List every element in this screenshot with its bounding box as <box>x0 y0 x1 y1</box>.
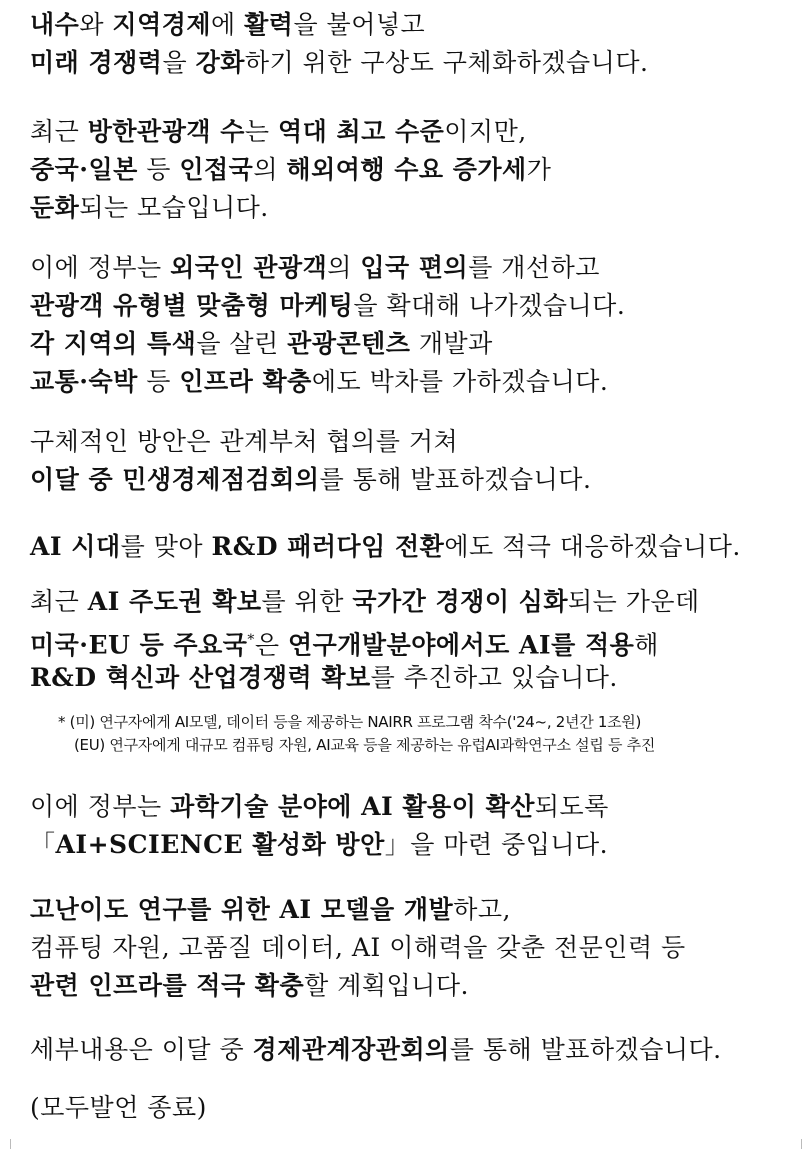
text-run: 하기 위한 구상도 구체화하겠습니다. <box>244 48 649 77</box>
paragraph-ai-announce <box>30 1031 805 1069</box>
text-line <box>30 151 805 189</box>
text-line <box>30 461 805 499</box>
text-run: 이에 정부는 <box>30 253 171 282</box>
text-line <box>30 423 805 461</box>
text-run: 을 불어넣고 <box>293 10 426 39</box>
text-run: 최근 <box>30 587 88 616</box>
text-run: 되는 가운데 <box>567 587 700 616</box>
paragraph-tourism-announce <box>30 423 805 499</box>
text-run: 을 살린 <box>196 329 288 358</box>
text-run: 컴퓨팅 자원, 고품질 데이터, AI 이해력을 갖춘 전문인력 등 <box>30 933 686 962</box>
text-run: 되도록 <box>534 792 609 821</box>
text-line <box>30 325 805 363</box>
text-line <box>30 659 805 697</box>
paragraph-ai-infra <box>30 891 805 1005</box>
text-run: 하고, <box>453 895 511 924</box>
text-line <box>30 44 805 82</box>
bold-text: 관광객 유형별 맞춤형 마케팅 <box>30 291 354 320</box>
text-run: 구체적인 방안은 관계부처 협의를 거쳐 <box>30 427 459 456</box>
text-run: 에도 적극 대응하겠습니다. <box>444 532 741 561</box>
text-line <box>30 528 805 566</box>
text-run: 는 <box>244 117 278 146</box>
text-line <box>30 929 805 967</box>
bold-text: 방한관광객 수 <box>87 117 245 146</box>
text-line <box>30 249 805 287</box>
text-run: 를 통해 발표하겠습니다. <box>319 465 592 494</box>
text-line <box>30 788 805 826</box>
paragraph-ai-competition <box>30 583 805 697</box>
text-run: 되는 모습입니다. <box>79 193 269 222</box>
bold-text: 고난이도 연구를 위한 AI 모델을 개발 <box>30 895 454 924</box>
text-run: 」을 마련 중입니다. <box>384 830 609 859</box>
text-line <box>30 1031 805 1069</box>
bold-text: 강화 <box>195 48 245 77</box>
bold-text: 해외여행 수요 증가세 <box>286 155 527 184</box>
bold-text: 교통·숙박 <box>30 367 138 396</box>
text-run: 할 계획입니다. <box>304 971 469 1000</box>
page-corner-mark <box>0 1139 11 1149</box>
text-line <box>30 583 805 621</box>
text-line <box>30 363 805 401</box>
paragraph-tourism-trend <box>30 113 805 227</box>
text-run: 을 확대해 나가겠습니다. <box>353 291 626 320</box>
paragraph-ai-era <box>30 528 805 566</box>
bold-text: 역대 최고 수준 <box>277 117 445 146</box>
text-line <box>30 113 805 151</box>
text-run: 최근 <box>30 117 88 146</box>
bold-text: 이달 중 민생경제점검회의 <box>30 465 320 494</box>
bold-text: 활력 <box>244 10 294 39</box>
text-run: (모두발언 종료) <box>30 1093 207 1122</box>
bold-text: 인프라 확충 <box>179 367 312 396</box>
bold-text: AI 시대 <box>30 532 121 561</box>
text-line <box>30 826 805 864</box>
text-run: 를 통해 발표하겠습니다. <box>449 1035 722 1064</box>
bold-text: 연구개발분야에서도 AI를 적용 <box>287 630 635 660</box>
text-run: 의 <box>253 155 287 184</box>
text-line <box>30 1089 805 1127</box>
footnote <box>58 711 798 757</box>
text-run: 해 <box>634 630 659 660</box>
text-run: 와 <box>79 10 113 39</box>
paragraph-ai-science <box>30 788 805 864</box>
text-run: 이지만, <box>444 117 527 146</box>
text-line <box>30 621 805 659</box>
bold-text: 각 지역의 특색 <box>30 329 197 358</box>
text-run: 를 개선하고 <box>468 253 600 282</box>
bold-text: 과학기술 분야에 AI 활용이 확산 <box>170 792 535 821</box>
paragraph-intro <box>30 6 805 82</box>
text-run: 세부내용은 이달 중 <box>30 1035 253 1064</box>
text-run: 를 추진하고 있습니다. <box>370 663 618 692</box>
text-line <box>30 891 805 929</box>
bold-text: R&D 혁신과 산업경쟁력 확보 <box>30 663 371 692</box>
text-run: 이에 정부는 <box>30 792 171 821</box>
text-run: 을 <box>162 48 196 77</box>
text-run: 은 <box>254 630 288 660</box>
text-line <box>30 967 805 1005</box>
text-run: 개발과 <box>410 329 493 358</box>
text-run: 등 <box>137 155 180 184</box>
footnote-line-us: * (미) 연구자에게 AI모델, 데이터 등을 제공하는 NAIRR 프로그램 착수('24~, 2년간 1조원) <box>58 713 642 731</box>
bold-text: 입국 편의 <box>360 253 469 282</box>
bold-text: 국가간 경쟁이 심화 <box>352 587 568 616</box>
bold-text: 내수 <box>30 10 80 39</box>
bold-text: 관련 인프라를 적극 확충 <box>30 971 305 1000</box>
bold-text: R&D 패러다임 전환 <box>211 532 445 561</box>
bold-text: 지역경제 <box>112 10 212 39</box>
bold-text: 인접국 <box>179 155 254 184</box>
text-run: 등 <box>137 367 180 396</box>
page-corner-mark <box>801 1139 812 1149</box>
paragraph-tourism-policy <box>30 249 805 401</box>
text-line <box>30 6 805 44</box>
bold-text: 둔화 <box>30 193 80 222</box>
text-run: 에 <box>211 10 245 39</box>
text-run: 의 <box>327 253 361 282</box>
text-run: 에도 박차를 가하겠습니다. <box>311 367 609 396</box>
text-run: * <box>247 632 255 648</box>
bold-text: 관광콘텐츠 <box>287 329 411 358</box>
text-line <box>30 287 805 325</box>
bold-text: 미래 경쟁력 <box>30 48 163 77</box>
text-run: 를 맞아 <box>120 532 212 561</box>
text-run: 를 위한 <box>261 587 353 616</box>
bold-text: 미국·EU 등 주요국 <box>30 630 248 660</box>
text-line <box>30 189 805 227</box>
bold-text: AI 주도권 확보 <box>87 587 262 616</box>
bold-text: 외국인 관광객 <box>170 253 328 282</box>
bold-text: AI+SCIENCE 활성화 방안 <box>55 830 385 859</box>
paragraph-closing <box>30 1089 805 1127</box>
bold-text: 중국·일본 <box>30 155 138 184</box>
text-run: 가 <box>526 155 552 184</box>
footnote-line-eu: (EU) 연구자에게 대규모 컴퓨팅 자원, AI교육 등을 제공하는 유럽AI과학연구소 설립 등 추진 <box>74 736 656 754</box>
bold-text: 경제관계장관회의 <box>252 1035 450 1064</box>
text-run: 「 <box>30 830 56 859</box>
